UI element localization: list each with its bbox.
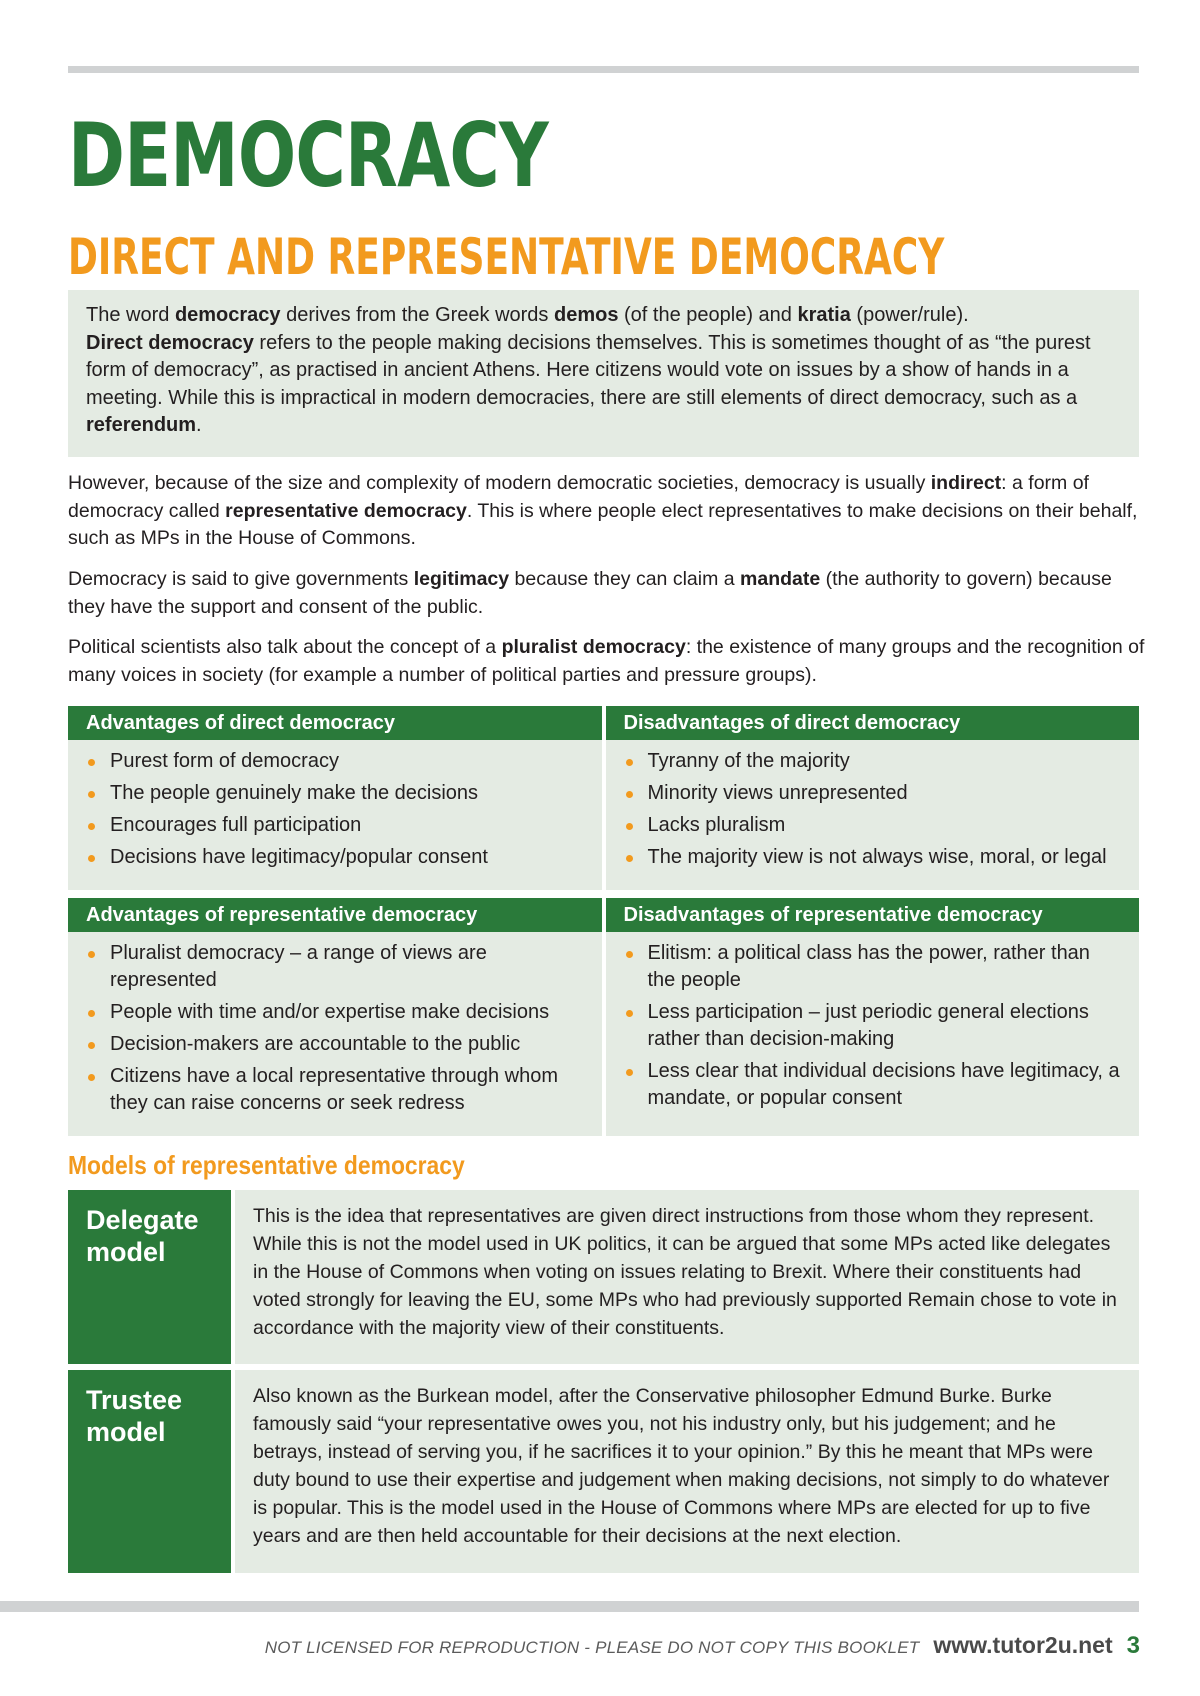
list-item: Tyranny of the majority	[624, 748, 1122, 775]
list-item: Less clear that individual decisions have legitimacy, a mandate, or popular consent	[624, 1058, 1122, 1112]
representative-democracy-table	[68, 898, 1139, 1136]
bullet-icon	[88, 1010, 95, 1017]
paragraph-pluralist: Political scientists also talk about the concept of a pluralist democracy: the existence of many groups and the recognition of many voices in society (for example a number of political parties and pressure groups).	[68, 636, 1145, 686]
footer	[265, 1632, 1140, 1660]
list-item: Decision-makers are accountable to the public	[86, 1031, 584, 1058]
direct-disadvantages-heading: Disadvantages of direct democracy	[606, 706, 1140, 740]
bullet-icon	[88, 823, 95, 830]
list-item: The people genuinely make the decisions	[86, 780, 584, 807]
list-item: Lacks pluralism	[624, 812, 1122, 839]
bullet-icon	[88, 855, 95, 862]
page-number: 3	[1126, 1632, 1140, 1659]
list-item: Pluralist democracy – a range of views are represented	[86, 940, 584, 994]
representative-advantages-heading: Advantages of representative democracy	[68, 898, 602, 932]
trustee-model-label: Trustee model	[68, 1370, 231, 1573]
direct-advantages-column	[68, 706, 602, 890]
direct-democracy-table	[68, 706, 1139, 890]
footer-url-link[interactable]: www.tutor2u.net	[933, 1632, 1113, 1658]
bullet-icon	[626, 951, 633, 958]
trustee-model-text: Also known as the Burkean model, after the Conservative philosopher Edmund Burke. Burke famously said “your representative owes you, not his industry only, but his judgement; and he betrays, instead of serving you, if he sacrifices it to your opinion.” By this he meant that MPs were duty bound to use their expertise and judgement when making decisions, not simply to do whatever is popular. This is the model used in the House of Commons where MPs are elected for up to five years and are then held accountable for their decisions at the next election.	[235, 1370, 1139, 1573]
list-item: Less participation – just periodic general elections rather than decision-making	[624, 999, 1122, 1053]
direct-advantages-list	[86, 748, 584, 871]
bullet-icon	[88, 1074, 95, 1081]
list-item: Decisions have legitimacy/popular consent	[86, 844, 584, 871]
paragraph-indirect: However, because of the size and complexity of modern democratic societies, democracy is usually indirect: a form of democracy called representative democracy. This is where people elect representatives to make decisions on their behalf, such as MPs in the House of Commons.	[68, 472, 1138, 549]
list-item: People with time and/or expertise make decisions	[86, 999, 584, 1026]
bullet-icon	[88, 759, 95, 766]
list-item: The majority view is not always wise, moral, or legal	[624, 844, 1122, 871]
list-item: Encourages full participation	[86, 812, 584, 839]
intro-box	[68, 290, 1139, 457]
list-item: Citizens have a local representative through whom they can raise concerns or seek redress	[86, 1063, 584, 1117]
page-title: DEMOCRACY	[68, 104, 548, 207]
models-heading: Models of representative democracy	[68, 1150, 465, 1180]
bullet-icon	[626, 1069, 633, 1076]
representative-advantages-column	[68, 898, 602, 1136]
bullet-icon	[626, 823, 633, 830]
representative-disadvantages-list	[624, 940, 1122, 1112]
bullet-icon	[626, 791, 633, 798]
bullet-icon	[626, 1010, 633, 1017]
bullet-icon	[626, 759, 633, 766]
footer-notice: NOT LICENSED FOR REPRODUCTION - PLEASE DO NOT COPY THIS BOOKLET	[264, 1638, 920, 1657]
direct-disadvantages-list	[624, 748, 1122, 871]
bullet-icon	[88, 1042, 95, 1049]
top-rule	[68, 66, 1139, 73]
bullet-icon	[626, 855, 633, 862]
delegate-model-text: This is the idea that representatives are given direct instructions from those whom they represent. While this is not the model used in UK politics, it can be argued that some MPs acted like delegates in the House of Commons when voting on issues relating to Brexit. Where their constituents had voted strongly for leaving the EU, some MPs who had previously supported Remain chose to vote in accordance with the majority view of their constituents.	[235, 1190, 1139, 1364]
list-item: Minority views unrepresented	[624, 780, 1122, 807]
bullet-icon	[88, 791, 95, 798]
bottom-rule	[0, 1601, 1139, 1612]
bullet-icon	[88, 951, 95, 958]
intro-paragraph: The word democracy derives from the Greek words demos (of the people) and kratia (power/rule). Direct democracy refers to the people making decisions themselves. This is sometimes thought of as “the purest form of democracy”, as practised in ancient Athens. Here citizens would vote on issues by a show of hands in a meeting. While this is impractical in modern democracies, there are still elements of direct democracy, such as a referendum.	[86, 304, 1091, 436]
list-item: Purest form of democracy	[86, 748, 584, 775]
representative-disadvantages-heading: Disadvantages of representative democracy	[606, 898, 1140, 932]
list-item: Elitism: a political class has the power, rather than the people	[624, 940, 1122, 994]
trustee-model-row	[68, 1370, 1139, 1573]
delegate-model-label: Delegate model	[68, 1190, 231, 1364]
direct-advantages-heading: Advantages of direct democracy	[68, 706, 602, 740]
page-subtitle: DIRECT AND REPRESENTATIVE DEMOCRACY	[68, 228, 945, 286]
direct-disadvantages-column	[606, 706, 1140, 890]
representative-disadvantages-column	[606, 898, 1140, 1136]
representative-advantages-list	[86, 940, 584, 1117]
delegate-model-row	[68, 1190, 1139, 1364]
paragraph-legitimacy: Democracy is said to give governments legitimacy because they can claim a mandate (the authority to govern) because they have the support and consent of the public.	[68, 568, 1112, 618]
